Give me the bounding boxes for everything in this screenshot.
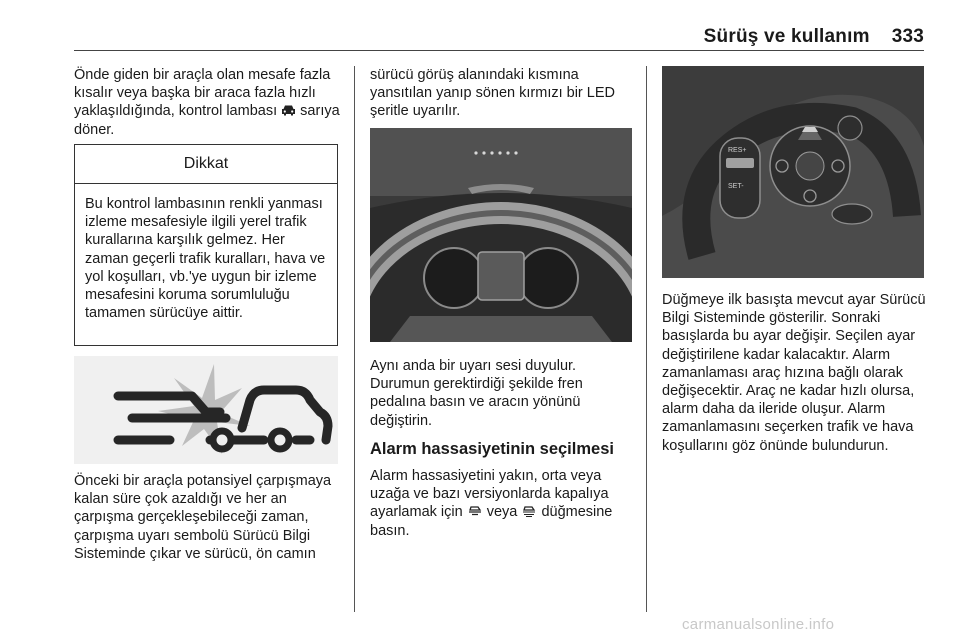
set-label: SET- (728, 183, 744, 190)
windshield-led-illustration (370, 128, 632, 342)
steering-wheel-controls-illustration (662, 66, 924, 278)
section-title: Sürüş ve kullanım (703, 26, 870, 47)
res-label: RES+ (728, 147, 747, 154)
section-heading: Alarm hassasiyetinin seçilmesi (370, 440, 614, 458)
caution-text: Bu kontrol lambasının renkli yanması izleme mesafesiyle ilgili yerel trafik kurallarına karşılık gelmez. Her zaman geçerli trafik kuralları, hava ve yol koşulları, vb.'ye uygun bir izleme mesafesini koruma sorumluluğu tamamen sürücüye aittir. (85, 196, 326, 322)
column-divider-2 (646, 66, 647, 612)
col1-paragraph-1-text: Önde giden bir araçla olan mesafe fazla kısalır veya başka bir araca fazla hızlı yaklaşıldığında, kontrol lambası (74, 67, 331, 120)
col1-paragraph-1 (74, 66, 340, 139)
col1-paragraph-1-tail: sarıya döner. (74, 103, 340, 138)
header-rule (74, 50, 924, 51)
column-divider-1 (354, 66, 355, 612)
col2-paragraph-3-end: düğmesine basın. (370, 504, 613, 539)
caution-box (74, 144, 338, 346)
page-number: 333 (891, 26, 924, 47)
col1-paragraph-2: Önceki bir araçla potansiyel çarpışmaya kalan süre çok azaldığı ve her an çarpışma gerçekleşebileceği zaman, çarpışma uyarı sembolü Sürücü Bilgi Sisteminde çıkar ve sürücü, ön camın (74, 473, 332, 562)
col3-paragraph-1: Düğmeye ilk basışta mevcut ayar Sürücü Bilgi Sisteminde gösterilir. Sonraki basışlarda bu ayar değişir. Seçilen ayar değiştirilene kadar kalacaktır. Alarm zamanlaması araç hızına bağlı olarak değişecektir. Araç ne kadar hızlı olursa, alarm daha da ileride oluşur. Alarm zamanlamasını seçerken trafik ve hava koşullarını göz önünde bulundurun. (662, 292, 926, 454)
page-header (704, 26, 924, 48)
collision-warning-illustration (74, 356, 338, 464)
col2-paragraph-3-mid: veya (486, 504, 518, 521)
sensitivity-increase-icon (521, 505, 537, 517)
sensitivity-decrease-icon (467, 505, 483, 517)
caution-title: Dikkat (75, 145, 337, 184)
col2-paragraph-1: sürücü görüş alanındaki kısmına yansıtılan yanıp sönen kırmızı bir LED şeritle uyarılır. (370, 67, 615, 120)
col2-paragraph-2: Aynı anda bir uyarı sesi duyulur. Durumun gerektirdiği şekilde fren pedalına basın ve aracın yönünü değiştirin. (370, 358, 583, 429)
vehicle-ahead-icon (281, 104, 296, 116)
footer-watermark: carmanualsonline.info (682, 616, 835, 633)
col2-paragraph-3 (370, 467, 638, 540)
col2-paragraph-3-start: Alarm hassasiyetini yakın, orta veya uzağa ve bazı versiyonlarda kapalıya ayarlamak için (370, 468, 609, 521)
